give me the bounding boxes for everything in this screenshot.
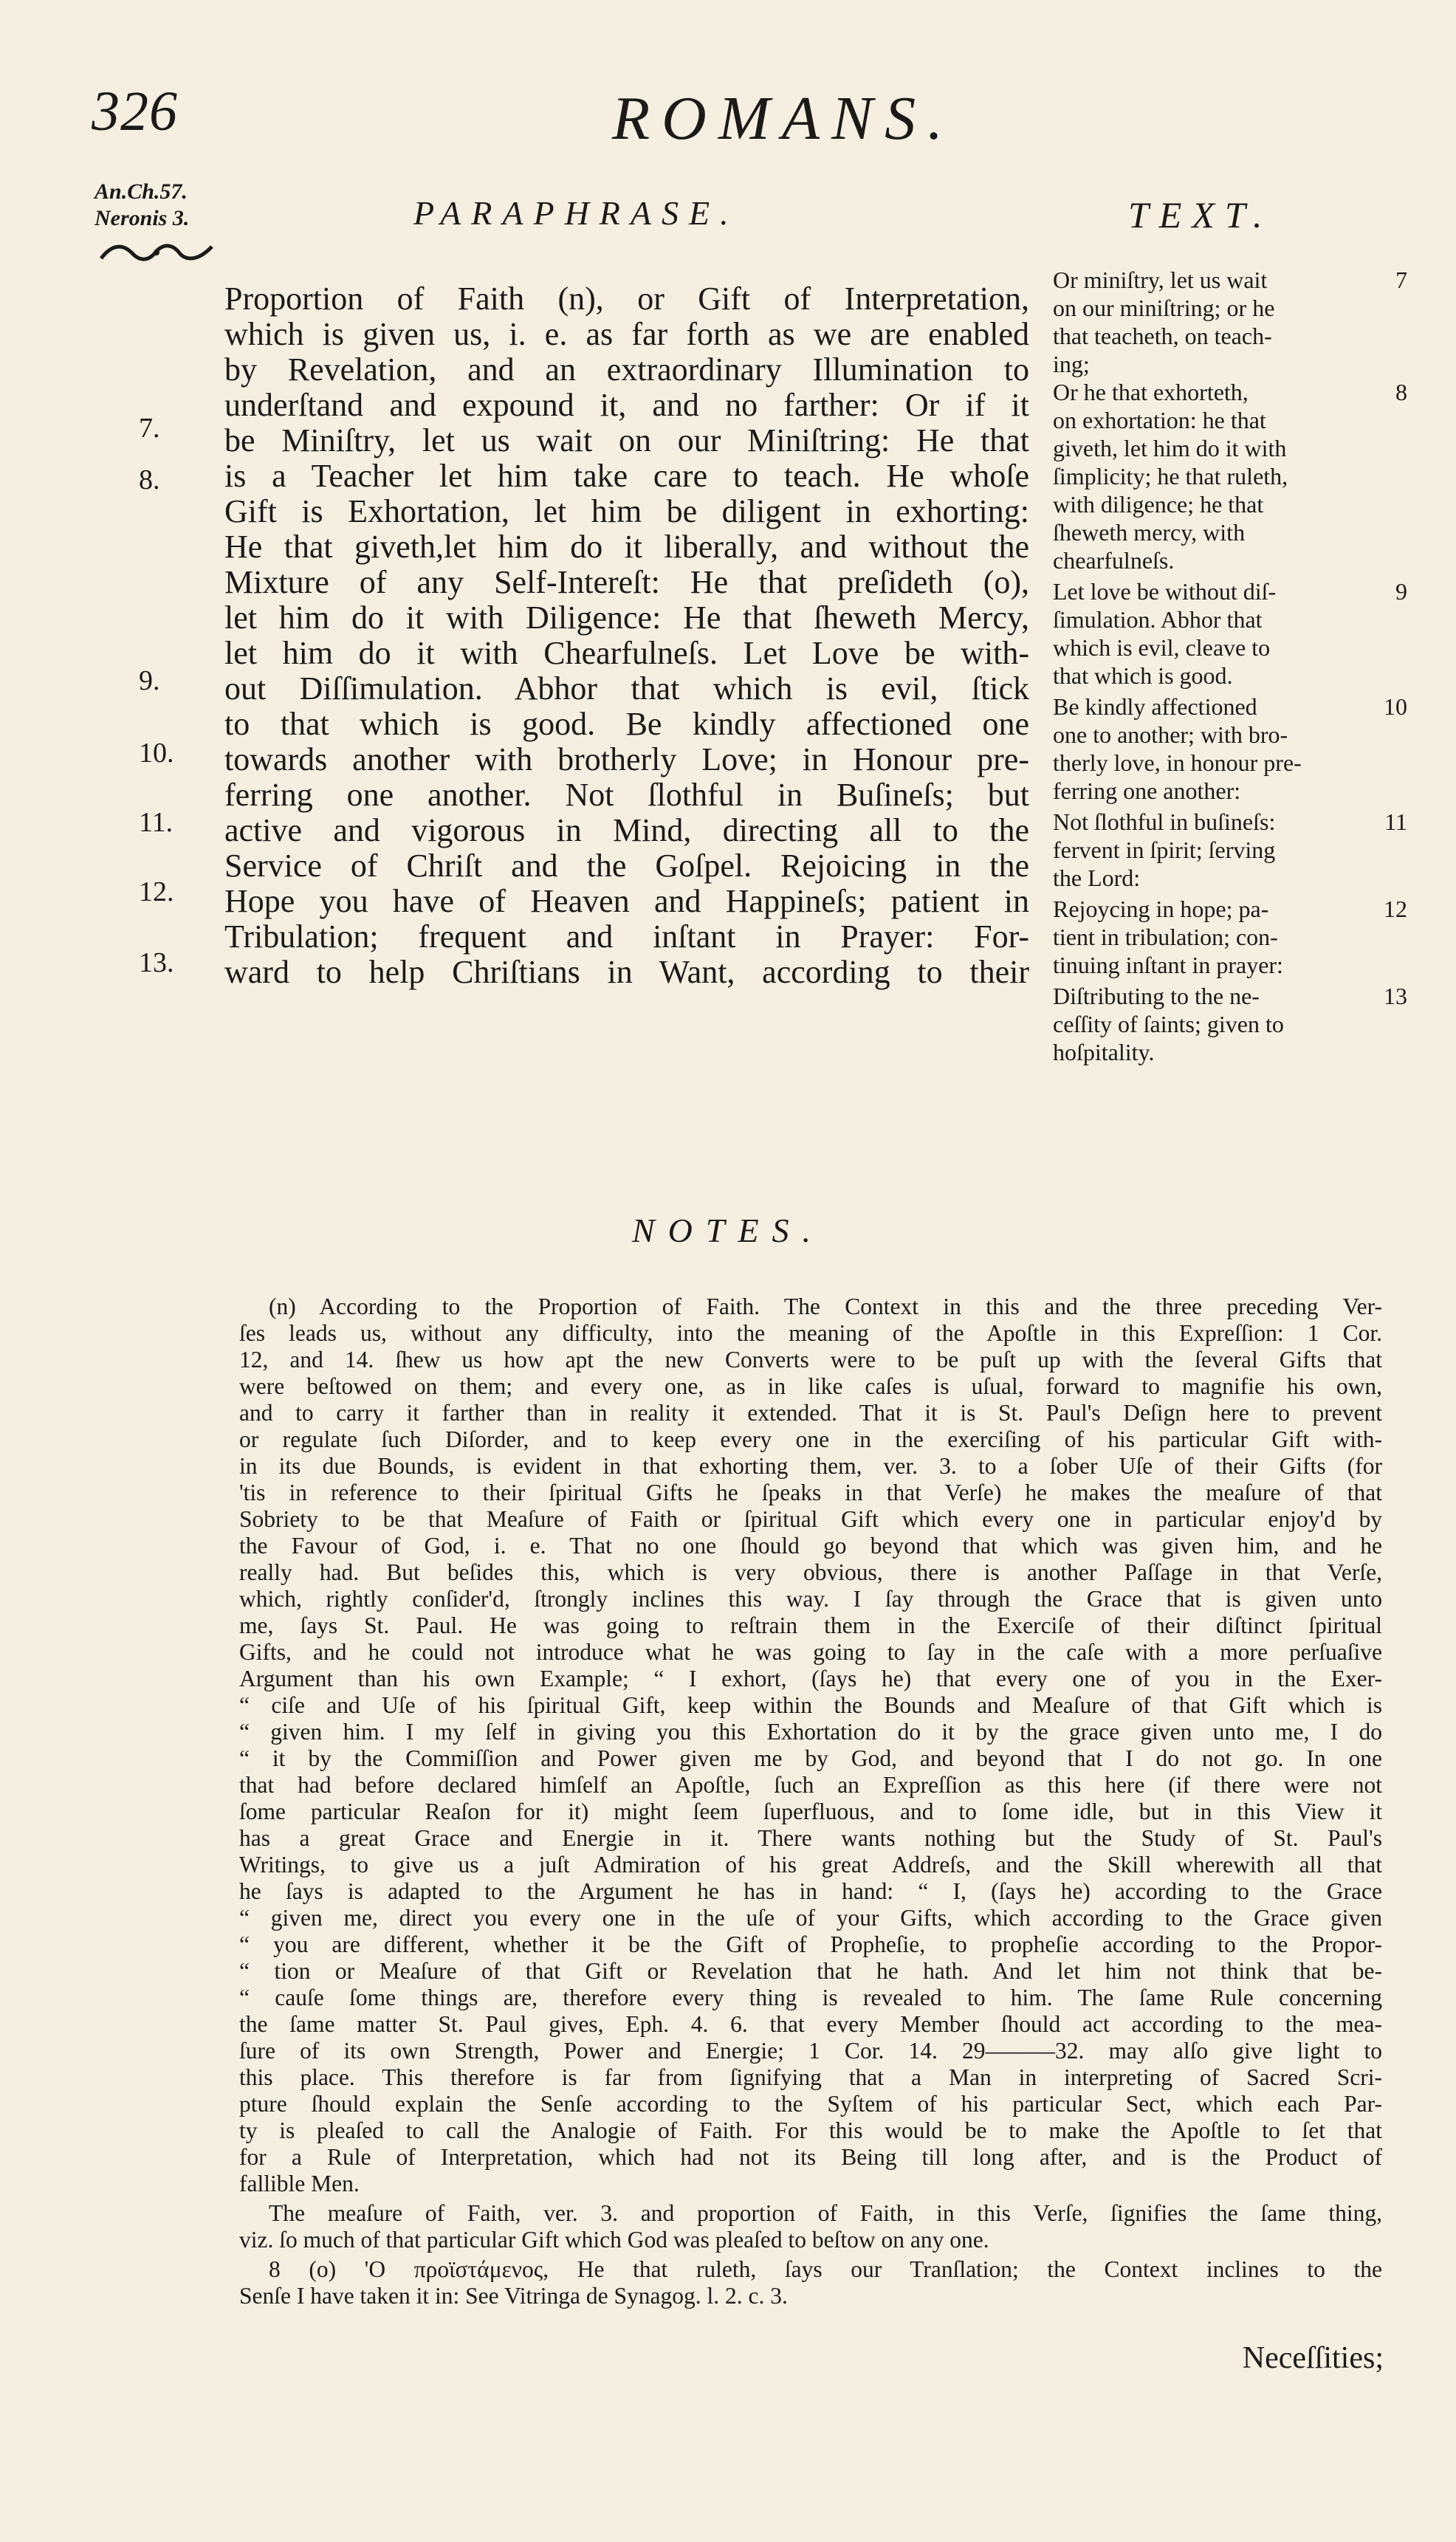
text-line: ſimulation. Abhor that <box>1053 606 1263 633</box>
paraphrase-line: out Diſſimulation. Abhor that which is evil, ſtick <box>224 670 1029 707</box>
note-line: Writings, to give us a juſt Admiration of his great Addreſs, and the Skill wherewith all that <box>239 1852 1382 1878</box>
note-line: Argument than his own Example; “ I exhort, (ſays he) that every one of you in the Exer- <box>239 1666 1382 1691</box>
text-line: Not ſlothful in buſineſs: <box>1053 808 1276 835</box>
text-line: ing; <box>1053 351 1090 377</box>
text-line: ſheweth mercy, with <box>1053 519 1246 546</box>
note-line: 8 (o) 'O προϊστάμενος, He that ruleth, ſays our Tranſlation; the Context inclines to the <box>269 2256 1382 2282</box>
note-line: The meaſure of Faith, ver. 3. and proportion of Faith, in this Verſe, ſignifies the ſame thing, <box>269 2200 1382 2226</box>
note-line: “ given him. I my ſelf in giving you this Exhortation do it by the grace given unto me, I do <box>239 1719 1382 1745</box>
note-line: “ tion or Meaſure of that Gift or Revelation that he hath. And let him not think that be- <box>239 1958 1382 1984</box>
note-line: ſure of its own Strength, Power and Energie; 1 Cor. 14. 29———32. may alſo give light to <box>239 2038 1382 2064</box>
text-heading: TEXT. <box>1128 194 1273 236</box>
paraphrase-line: ward to help Chriſtians in Want, according to their <box>224 954 1029 990</box>
note-line: viz. ſo much of that particular Gift which God was pleaſed to beſtow on any one. <box>239 2227 989 2253</box>
note-line: fallible Men. <box>239 2171 360 2196</box>
text-line: tinuing inſtant in prayer: <box>1053 952 1283 978</box>
text-line: Or he that exhorteth, <box>1053 379 1249 405</box>
note-line: and to carry it farther than in reality it extended. That it is St. Paul's Deſign here to prevent <box>239 1400 1382 1426</box>
text-verse-number: 13 <box>1384 983 1407 1009</box>
paraphrase-verse-number: 13. <box>139 947 174 978</box>
paraphrase-verse-number: 8. <box>139 464 160 495</box>
paraphrase-verse-number: 9. <box>139 665 160 696</box>
note-line: that had before declared himſelf an Apoſtle, ſuch an Expreſſion as this here (if there were not <box>239 1772 1382 1798</box>
margin-date-year: An.Ch.57. <box>95 179 188 204</box>
paraphrase-line: underſtand and expound it, and no farther: Or if it <box>224 387 1029 423</box>
note-line: this place. This therefore is far from ſignifying that a Man in interpreting of Sacred Scri- <box>239 2064 1382 2090</box>
paraphrase-verse-number: 11. <box>139 807 174 838</box>
text-line: fervent in ſpirit; ſerving <box>1053 837 1276 863</box>
paraphrase-line: let him do it with Diligence: He that ſheweth Mercy, <box>224 600 1029 636</box>
notes-heading: NOTES. <box>631 1212 825 1249</box>
text-line: Rejoycing in hope; pa- <box>1053 896 1269 922</box>
text-line: one to another; with bro- <box>1053 721 1288 748</box>
note-line: which, rightly conſider'd, ſtrongly inclines this way. I ſay through the Grace that is given unto <box>239 1586 1382 1612</box>
text-line: Diſtributing to the ne- <box>1053 983 1260 1009</box>
note-line: “ you are different, whether it be the Gift of Propheſie, to propheſie according to the Propor- <box>239 1931 1382 1957</box>
text-line: ſimplicity; he that ruleth, <box>1053 463 1288 489</box>
paraphrase-line: He that giveth,let him do it liberally, and without the <box>224 529 1029 565</box>
note-line: “ cauſe ſome things are, therefore every thing is revealed to him. The ſame Rule concerning <box>239 1985 1382 2010</box>
text-line: Be kindly affectioned <box>1053 693 1257 720</box>
paraphrase-line: Service of Chriſt and the Goſpel. Rejoicing in the <box>224 848 1029 884</box>
text-line: giveth, let him do it with <box>1053 435 1287 461</box>
note-line: “ ciſe and Uſe of his ſpiritual Gift, keep within the Bounds and Meaſure of that Gift which is <box>239 1692 1382 1718</box>
note-line: the ſame matter St. Paul gives, Eph. 4. 6. that every Member ſhould act according to the mea- <box>239 2011 1382 2037</box>
text-verse-number: 9 <box>1395 578 1407 605</box>
text-line: therly love, in honour pre- <box>1053 749 1302 776</box>
text-verse-number: 12 <box>1384 896 1407 922</box>
note-line: the Favour of God, i. e. That no one ſhould go beyond that which was given him, and he <box>239 1533 1382 1559</box>
note-line: has a great Grace and Energie in it. There wants nothing but the Study of St. Paul's <box>239 1825 1382 1851</box>
text-line: ferring one another: <box>1053 777 1241 804</box>
page-number: 326 <box>92 80 178 142</box>
note-line: 'tis in reference to their ſpiritual Gifts he ſpeaks in that Verſe) he makes the meaſure of that <box>239 1480 1382 1505</box>
text-line: the Lord: <box>1053 865 1141 891</box>
paraphrase-line: be Miniſtry, let us wait on our Miniſtring: He that <box>224 422 1029 458</box>
text-line: which is evil, cleave to <box>1053 634 1271 661</box>
note-line: 12, and 14. ſhew us how apt the new Converts were to be puſt up with the ſeveral Gifts that <box>239 1347 1382 1373</box>
paraphrase-line: which is given us, i. e. as far forth as we are enabled <box>224 316 1029 352</box>
note-line: “ given me, direct you every one in the uſe of your Gifts, which according to the Grace given <box>239 1905 1382 1931</box>
note-line: “ it by the Commiſſion and Power given me by God, and beyond that I do not go. In one <box>239 1745 1382 1771</box>
paraphrase-line: Mixture of any Self-Intereſt: He that preſideth (o), <box>224 564 1029 600</box>
note-line: he ſays is adapted to the Argument he has in hand: “ I, (ſays he) according to the Grace <box>239 1878 1382 1904</box>
note-line: Sobriety to be that Meaſure of Faith or ſpiritual Gift which every one in particular enjoy'd by <box>239 1506 1382 1532</box>
paraphrase-line: Proportion of Faith (n), or Gift of Interpretation, <box>224 281 1029 317</box>
paraphrase-verse-number: 12. <box>139 876 174 907</box>
note-line: for a Rule of Interpretation, which had not its Being till long after, and is the Product of <box>239 2144 1382 2170</box>
note-line: ſes leads us, without any difficulty, into the meaning of the Apoſtle in this Expreſſion: 1 Cor. <box>239 1320 1382 1346</box>
text-line: chearfulneſs. <box>1053 547 1175 574</box>
paraphrase-line: to that which is good. Be kindly affectioned one <box>224 706 1029 742</box>
paraphrase-line: is a Teacher let him take care to teach. He whoſe <box>224 458 1029 494</box>
paraphrase-line: Gift is Exhortation, let him be diligent in exhorting: <box>224 493 1029 529</box>
text-line: on our miniſtring; or he <box>1053 295 1275 321</box>
text-line: hoſpitality. <box>1053 1039 1155 1065</box>
note-line: Gifts, and he could not introduce what he was going to ſay in the caſe with a more perſuaſive <box>239 1639 1382 1665</box>
note-line: me, ſays St. Paul. He was going to reſtrain them in the Exerciſe of their diſtinct ſpiritual <box>239 1612 1382 1638</box>
text-line: with diligence; he that <box>1053 491 1264 518</box>
note-line: or regulate ſuch Diſorder, and to keep every one in the exerciſing of his particular Gift with- <box>239 1426 1382 1452</box>
paraphrase-line: let him do it with Chearfulneſs. Let Love be with- <box>224 635 1029 671</box>
note-line: pture ſhould explain the Senſe according to the Syſtem of his particular Sect, which each Par- <box>239 2091 1382 2117</box>
note-line: ſome particular Reaſon for it) might ſeem ſuperfluous, and to ſome idle, but in this View it <box>239 1799 1382 1824</box>
paraphrase-line: towards another with brotherly Love; in Honour pre- <box>224 741 1029 777</box>
margin-date-reign: Neronis 3. <box>95 206 190 230</box>
text-column <box>1053 266 1407 1130</box>
catchword: Neceſſities; <box>1242 2341 1384 2375</box>
note-line: were beſtowed on them; and every one, as in like caſes is uſual, forward to magnifie his own, <box>239 1373 1382 1399</box>
paraphrase-line: Hope you have of Heaven and Happineſs; patient in <box>224 883 1029 919</box>
paraphrase-line: by Revelation, and an extraordinary Illumination to <box>224 351 1029 388</box>
text-line: Let love be without diſ- <box>1053 578 1277 605</box>
text-line: tient in tribulation; con- <box>1053 924 1278 950</box>
note-line: in its due Bounds, is evident in that exhorting them, ver. 3. to a ſober Uſe of their Gifts (for <box>239 1453 1382 1479</box>
note-line: really had. But beſides this, which is very obvious, there is another Paſſage in that Verſe, <box>239 1559 1382 1585</box>
text-verse-number: 7 <box>1395 267 1407 293</box>
text-verse-number: 11 <box>1384 808 1407 835</box>
paraphrase-line: ferring one another. Not ſlothful in Buſineſs; but <box>224 777 1029 813</box>
text-verse-number: 8 <box>1395 379 1407 405</box>
margin-date <box>95 179 189 232</box>
text-line: ceſſity of ſaints; given to <box>1053 1011 1284 1037</box>
paraphrase-line: active and vigorous in Mind, directing all to the <box>224 812 1029 848</box>
note-line: Senſe I have taken it in: See Vitringa de Synagog. l. 2. c. 3. <box>239 2283 788 2309</box>
text-line: on exhortation: he that <box>1053 407 1266 433</box>
ornament-flourish-icon <box>97 238 216 267</box>
paraphrase-heading: PARAPHRASE. <box>413 194 739 232</box>
text-verse-number: 10 <box>1384 693 1407 720</box>
text-line: that teacheth, on teach- <box>1053 323 1272 349</box>
paraphrase-verse-number: 7. <box>139 413 160 444</box>
note-line: (n) According to the Proportion of Faith. The Context in this and the three preceding Ver- <box>269 1294 1382 1319</box>
text-line: that which is good. <box>1053 662 1233 689</box>
text-line: Or miniſtry, let us wait <box>1053 267 1268 293</box>
paraphrase-verse-number: 10. <box>139 738 174 769</box>
note-line: ty is pleaſed to call the Analogie of Faith. For this would be to make the Apoſtle to ſet that <box>239 2117 1382 2143</box>
paraphrase-line: Tribulation; frequent and inſtant in Prayer: For- <box>224 918 1029 955</box>
running-title: ROMANS. <box>611 84 955 153</box>
